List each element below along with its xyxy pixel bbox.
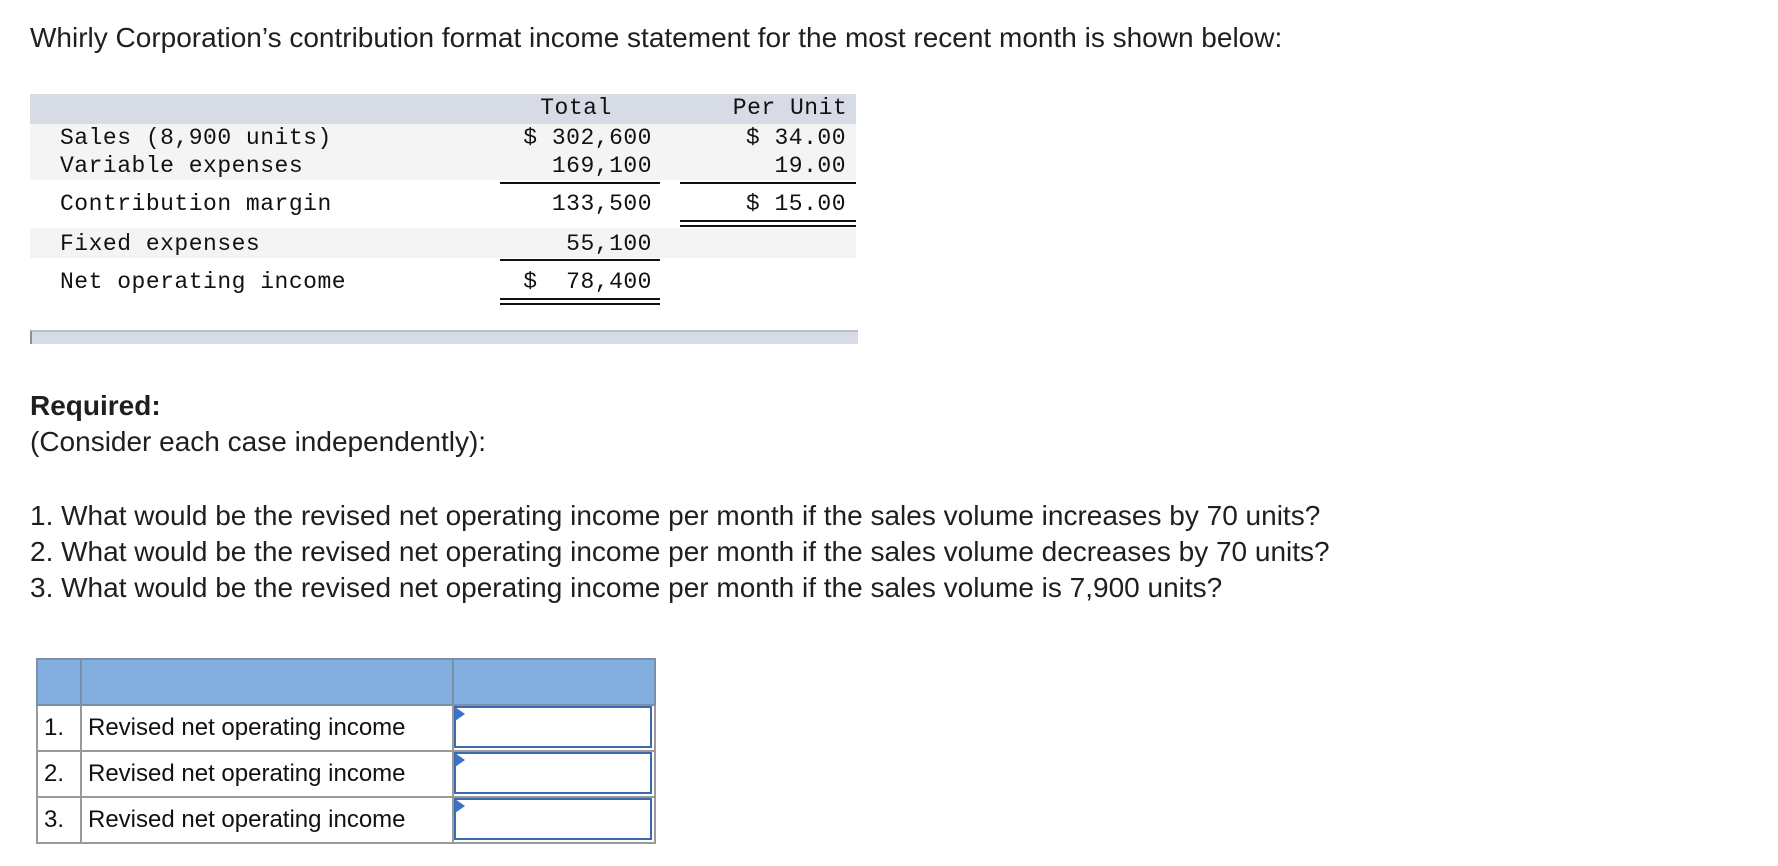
answer-table-header [37,659,655,705]
questions-list [30,498,1330,606]
input-marker-icon [455,707,465,721]
row-total-contribution-margin: 133,500 [551,191,652,217]
row-label-fixed-expenses: Fixed expenses [60,231,261,257]
row-total-variable-expenses: 169,100 [551,153,652,179]
row-label-variable-expenses: Variable expenses [60,153,304,179]
question-1: 1. What would be the revised net operating income per month if the sales volume increases by 70 units? [30,500,1321,531]
double-underline [500,298,660,305]
header-cell [37,659,81,705]
answer-row-number: 1. [37,705,81,751]
row-per-unit-contribution-margin: $ 15.00 [745,191,846,217]
answer-row-number: 3. [37,797,81,843]
header-per-unit: Per Unit [732,95,848,121]
header-cell [453,659,655,705]
row-total-sales: $ 302,600 [523,125,652,151]
answer-table [36,658,656,844]
answer-row [37,797,655,843]
double-underline [680,220,856,227]
row-total-net-operating-income: $ 78,400 [523,269,652,295]
answer-input-3[interactable] [454,798,652,840]
answer-row-label: Revised net operating income [81,797,453,843]
answer-input-2[interactable] [454,752,652,794]
required-title: Required: [30,390,161,421]
row-per-unit-variable-expenses: 19.00 [774,153,846,179]
required-subtitle: (Consider each case independently): [30,426,487,457]
underline [680,182,856,184]
header-total: Total [540,95,612,121]
row-total-fixed-expenses: 55,100 [566,231,652,257]
underline [500,182,660,184]
row-label-sales: Sales (8,900 units) [60,125,332,151]
input-marker-icon [455,753,465,767]
answer-row-number: 2. [37,751,81,797]
header-cell [81,659,453,705]
answer-input-1[interactable] [454,706,652,748]
answer-input-cell [453,751,655,797]
statement-footer-band [30,330,858,344]
income-statement [30,94,856,344]
answer-row-label: Revised net operating income [81,705,453,751]
question-3: 3. What would be the revised net operating income per month if the sales volume is 7,900 units? [30,572,1223,603]
row-label-net-operating-income: Net operating income [60,269,347,295]
question-2: 2. What would be the revised net operating income per month if the sales volume decreases by 70 units? [30,536,1330,567]
answer-row-label: Revised net operating income [81,751,453,797]
input-marker-icon [455,799,465,813]
intro-text: Whirly Corporation’s contribution format income statement for the most recent month is shown below: [30,22,1283,53]
underline [500,259,660,261]
row-label-contribution-margin: Contribution margin [60,191,332,217]
answer-input-cell [453,705,655,751]
answer-row [37,751,655,797]
answer-row [37,705,655,751]
row-per-unit-sales: $ 34.00 [745,125,846,151]
answer-input-cell [453,797,655,843]
